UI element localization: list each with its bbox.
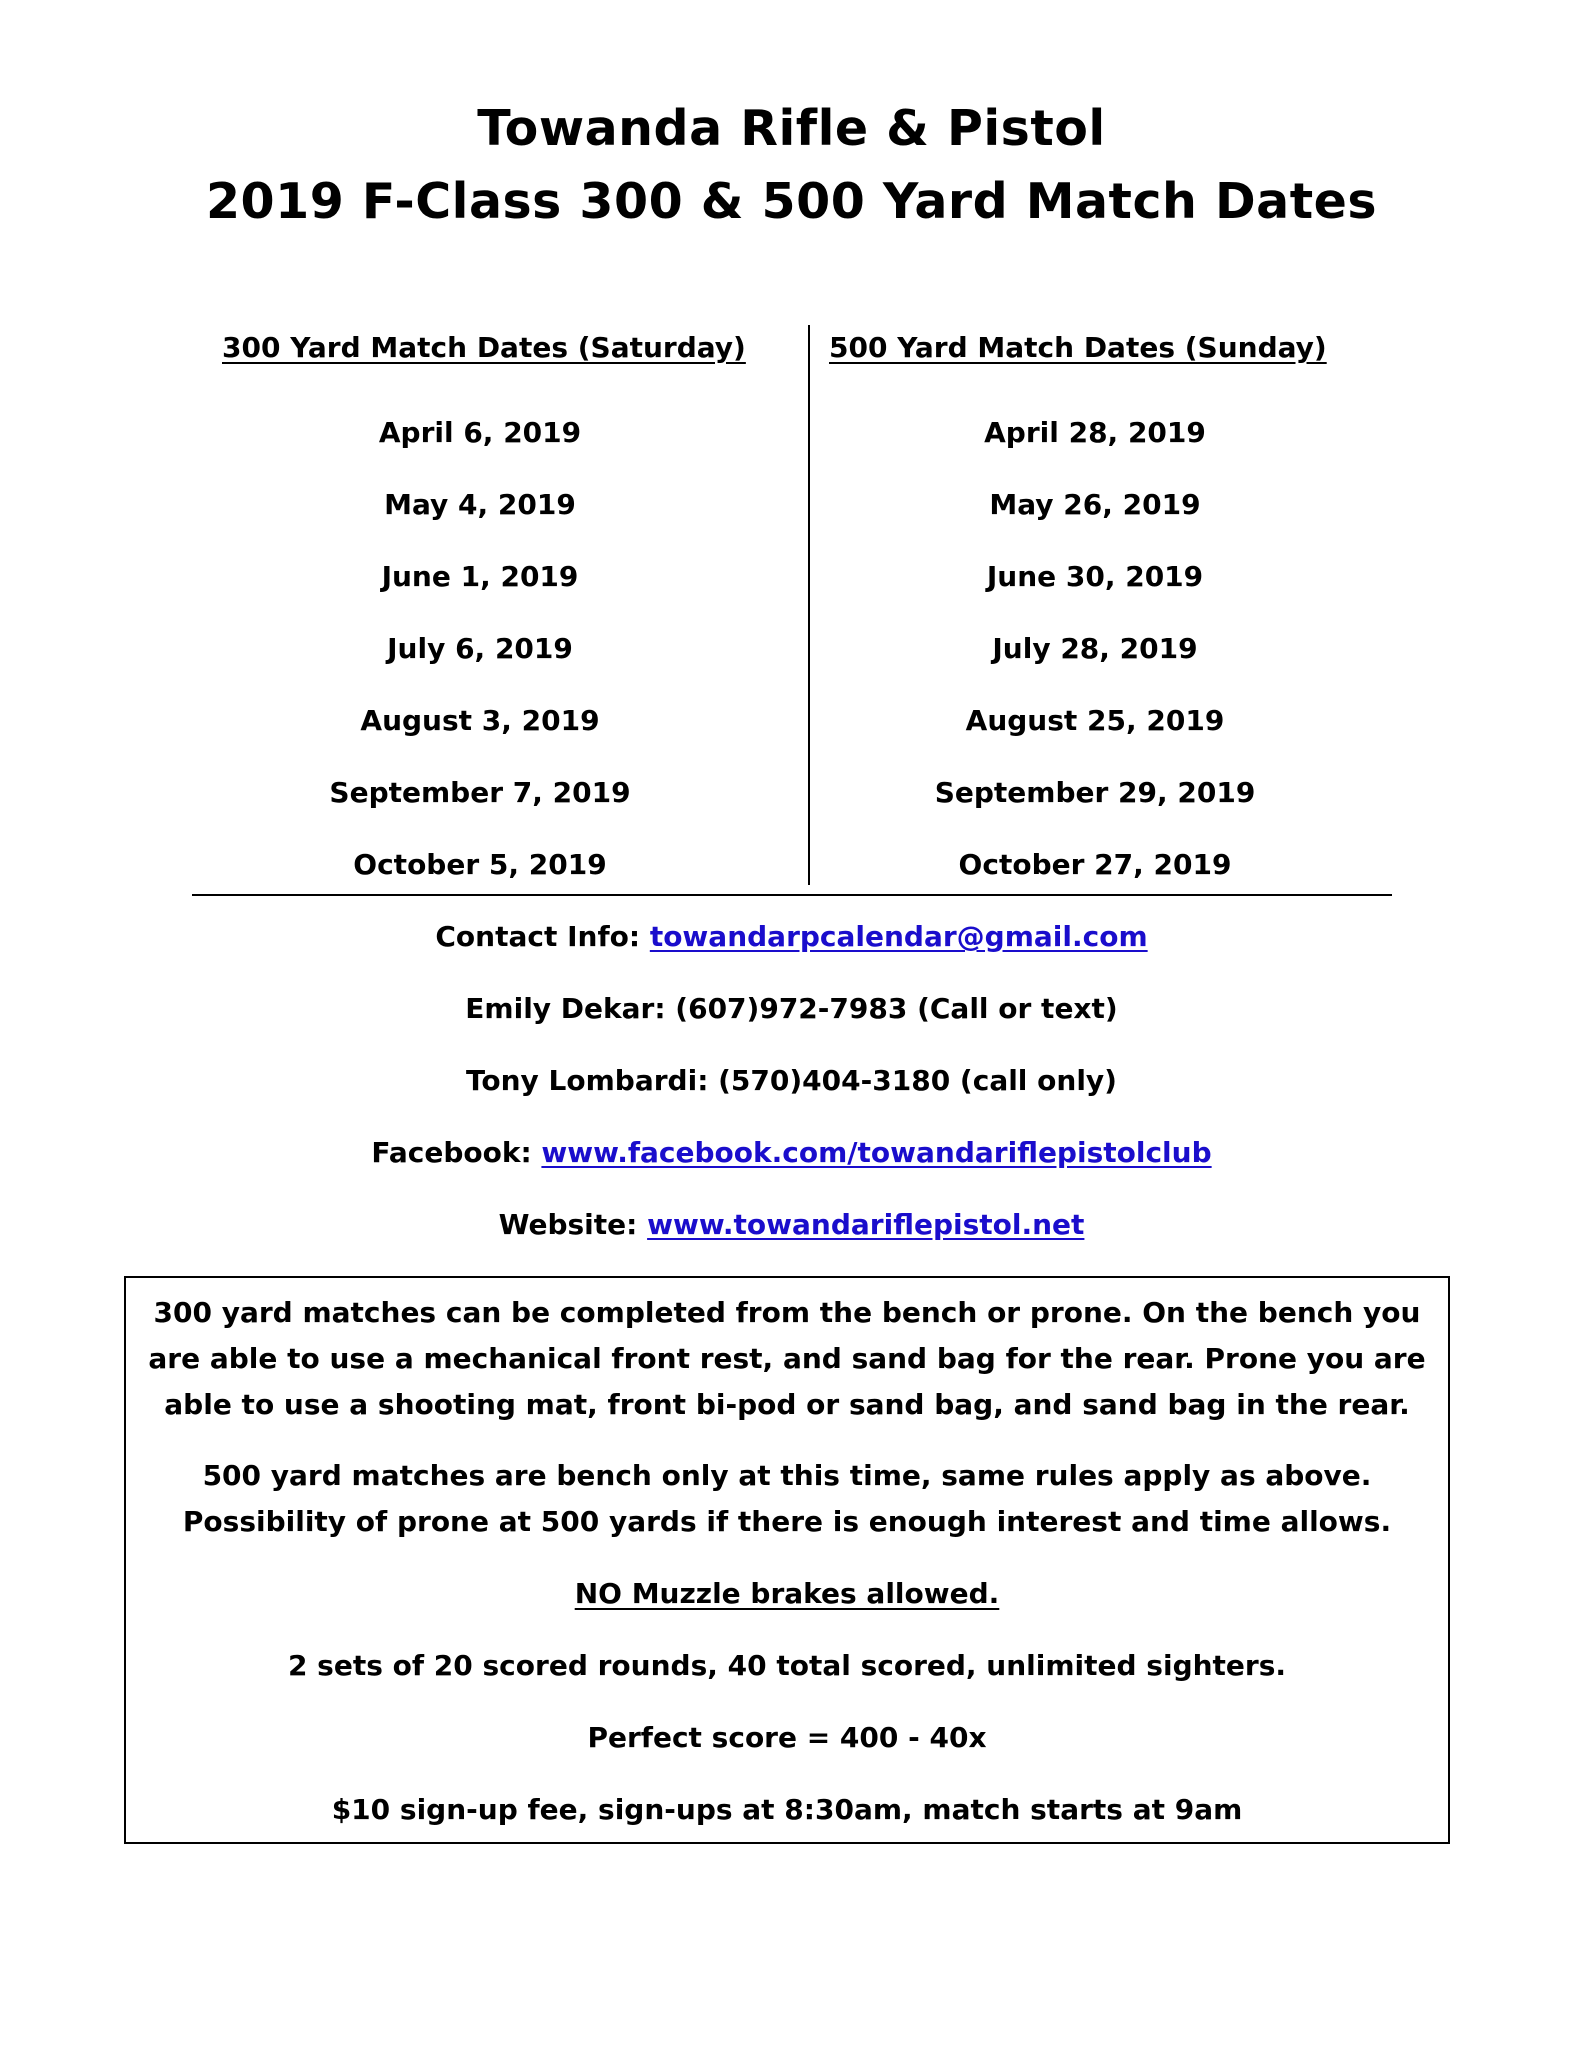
rules-line: 500 yard matches are bench only at this time, same rules apply as above. [202,1459,1372,1492]
signup-fee: $10 sign-up fee, sign-ups at 8:30am, match starts at 9am [331,1793,1243,1826]
email-link[interactable]: towandarpcalendar@gmail.com [649,920,1148,953]
muzzle-brake-notice: NO Muzzle brakes allowed. [574,1577,1000,1610]
contact-label: Contact Info: [435,920,641,953]
date-300-yard: April 6, 2019 [378,416,582,449]
rules-line: 300 yard matches can be completed from the bench or prone. On the bench you [153,1296,1421,1329]
rounds-rule: 2 sets of 20 scored rounds, 40 total scored, unlimited sighters. [287,1649,1287,1682]
facebook-label: Facebook: [371,1136,532,1169]
rules-box [124,1276,1450,1844]
date-300-yard: September 7, 2019 [329,776,631,809]
column-heading-300-yard: 300 Yard Match Dates (Saturday) [222,331,746,364]
contact-emily: Emily Dekar: (607)972-7983 (Call or text) [465,992,1118,1025]
date-300-yard: August 3, 2019 [360,704,600,737]
date-500-yard: September 29, 2019 [934,776,1256,809]
facebook-link[interactable]: www.facebook.com/towandariflepistolclub [541,1136,1212,1169]
rules-line: are able to use a mechanical front rest, and sand bag for the rear. Prone you are [148,1342,1426,1375]
contact-tony: Tony Lombardi: (570)404-3180 (call only) [466,1064,1117,1097]
date-500-yard: April 28, 2019 [984,416,1206,449]
column-heading-500-yard: 500 Yard Match Dates (Sunday) [829,331,1327,364]
date-500-yard: July 28, 2019 [992,632,1198,665]
date-500-yard: October 27, 2019 [958,848,1232,881]
date-300-yard: July 6, 2019 [387,632,573,665]
rules-line: Possibility of prone at 500 yards if there is enough interest and time allows. [182,1505,1392,1538]
website-label: Website: [498,1208,638,1241]
date-300-yard: May 4, 2019 [384,488,576,521]
facebook-line [0,1136,1583,1169]
column-divider [808,325,810,885]
perfect-score: Perfect score = 400 - 40x [587,1721,987,1754]
contact-email-line [0,920,1583,953]
date-500-yard: June 30, 2019 [986,560,1204,593]
page-title: Towanda Rifle & Pistol [477,100,1106,157]
date-500-yard: May 26, 2019 [989,488,1201,521]
website-link[interactable]: www.towandariflepistol.net [647,1208,1085,1241]
page-subtitle: 2019 F-Class 300 & 500 Yard Match Dates [205,173,1378,230]
date-500-yard: August 25, 2019 [965,704,1225,737]
date-300-yard: June 1, 2019 [381,560,579,593]
schedule-divider [192,894,1392,896]
website-line [0,1208,1583,1241]
rules-line: able to use a shooting mat, front bi-pod or sand bag, and sand bag in the rear. [164,1388,1410,1421]
date-300-yard: October 5, 2019 [353,848,607,881]
